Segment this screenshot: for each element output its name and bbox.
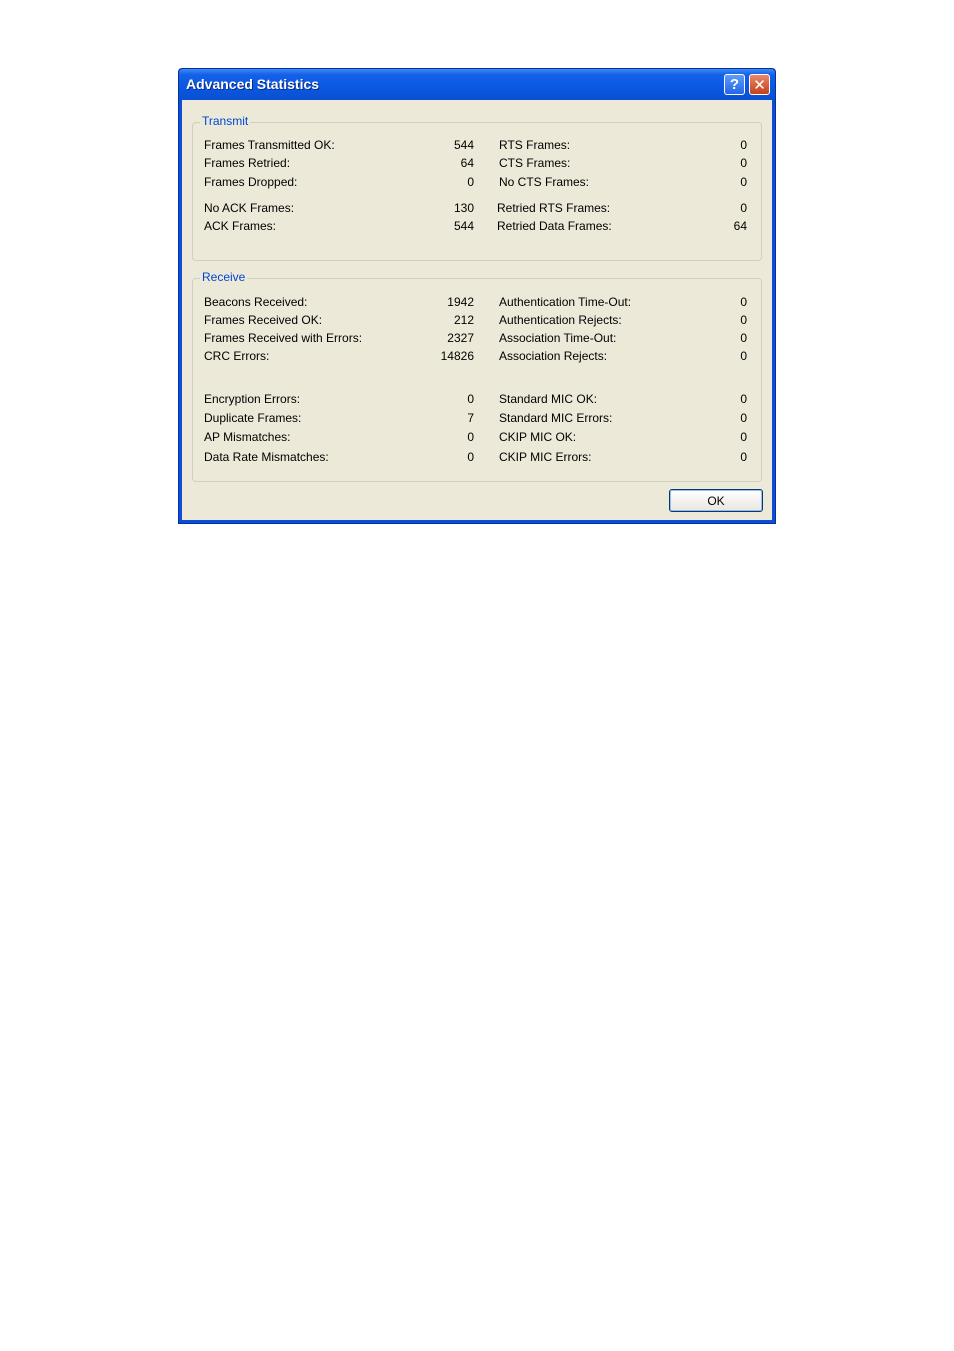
stat-value: 0 — [740, 450, 747, 464]
stat-value: 0 — [740, 295, 747, 309]
stat-value: 0 — [740, 175, 747, 189]
stat-value: 0 — [740, 313, 747, 327]
stat-row — [499, 330, 747, 346]
stat-row — [204, 312, 474, 328]
dialog-client — [182, 100, 772, 520]
stat-label: RTS Frames: — [499, 138, 571, 152]
stat-label: Frames Dropped: — [204, 175, 298, 189]
stat-value: 0 — [740, 430, 747, 444]
stat-label: CRC Errors: — [204, 349, 270, 363]
stat-row — [204, 200, 474, 216]
stat-row — [499, 449, 747, 465]
stat-row — [497, 200, 747, 216]
stat-label: Standard MIC OK: — [499, 392, 598, 406]
stat-row — [499, 137, 747, 153]
stat-row — [499, 429, 747, 445]
stat-row — [204, 330, 474, 346]
stat-label: Association Rejects: — [499, 349, 608, 363]
transmit-legend: Transmit — [202, 114, 249, 128]
stat-label: Encryption Errors: — [204, 392, 301, 406]
stat-value: 64 — [460, 156, 474, 170]
stat-row — [499, 391, 747, 407]
stat-label: AP Mismatches: — [204, 430, 291, 444]
stat-value: 212 — [453, 313, 474, 327]
stat-row — [204, 174, 474, 190]
stat-label: Association Time-Out: — [499, 331, 617, 345]
stat-value: 0 — [740, 392, 747, 406]
stat-row — [499, 174, 747, 190]
stat-value: 130 — [453, 201, 474, 215]
stat-value: 0 — [740, 411, 747, 425]
stat-label: CTS Frames: — [499, 156, 571, 170]
stat-value: 0 — [467, 392, 474, 406]
stat-value: 1942 — [447, 295, 474, 309]
stat-label: Frames Received OK: — [204, 313, 323, 327]
stat-label: No ACK Frames: — [204, 201, 295, 215]
stat-value: 0 — [740, 349, 747, 363]
stat-value: 0 — [467, 450, 474, 464]
stat-label: Frames Retried: — [204, 156, 291, 170]
stat-label: Retried RTS Frames: — [497, 201, 611, 215]
stat-row — [204, 294, 474, 310]
stat-label: Beacons Received: — [204, 295, 308, 309]
stat-value: 0 — [740, 138, 747, 152]
stat-row — [204, 429, 474, 445]
stat-row — [204, 218, 474, 234]
stat-label: Retried Data Frames: — [497, 219, 612, 233]
stat-row — [499, 410, 747, 426]
ok-button[interactable]: OK — [669, 489, 763, 512]
receive-legend: Receive — [202, 270, 246, 284]
window-title: Advanced Statistics — [186, 76, 320, 92]
stat-value: 2327 — [447, 331, 474, 345]
stat-label: Authentication Time-Out: — [499, 295, 632, 309]
stat-row — [499, 294, 747, 310]
stat-label: Frames Transmitted OK: — [204, 138, 335, 152]
advanced-statistics-dialog — [178, 68, 776, 524]
stat-label: CKIP MIC OK: — [499, 430, 577, 444]
stat-value: 544 — [453, 219, 474, 233]
stat-value: 7 — [467, 411, 474, 425]
stat-value: 14826 — [440, 349, 474, 363]
stat-value: 0 — [467, 175, 474, 189]
stat-value: 0 — [740, 201, 747, 215]
stat-row — [204, 137, 474, 153]
stat-label: Authentication Rejects: — [499, 313, 622, 327]
stat-row — [497, 218, 747, 234]
stat-label: Frames Received with Errors: — [204, 331, 363, 345]
title-bar[interactable] — [179, 69, 775, 100]
stat-value: 0 — [740, 156, 747, 170]
stat-row — [499, 155, 747, 171]
stat-value: 0 — [467, 430, 474, 444]
stat-label: Data Rate Mismatches: — [204, 450, 329, 464]
receive-group — [192, 270, 762, 482]
stat-row — [204, 410, 474, 426]
stat-row — [499, 312, 747, 328]
question-icon[interactable]: ? — [724, 74, 745, 95]
transmit-group — [192, 114, 762, 261]
stat-label: No CTS Frames: — [499, 175, 590, 189]
stat-value: 544 — [453, 138, 474, 152]
stat-row — [204, 449, 474, 465]
close-icon[interactable]: ✕ — [749, 74, 770, 95]
stat-label: Duplicate Frames: — [204, 411, 302, 425]
stat-label: ACK Frames: — [204, 219, 277, 233]
stat-label: CKIP MIC Errors: — [499, 450, 592, 464]
stat-row — [499, 348, 747, 364]
stat-row — [204, 155, 474, 171]
stat-value: 64 — [733, 219, 747, 233]
stat-label: Standard MIC Errors: — [499, 411, 613, 425]
stat-row — [204, 391, 474, 407]
stat-row — [204, 348, 474, 364]
stat-value: 0 — [740, 331, 747, 345]
